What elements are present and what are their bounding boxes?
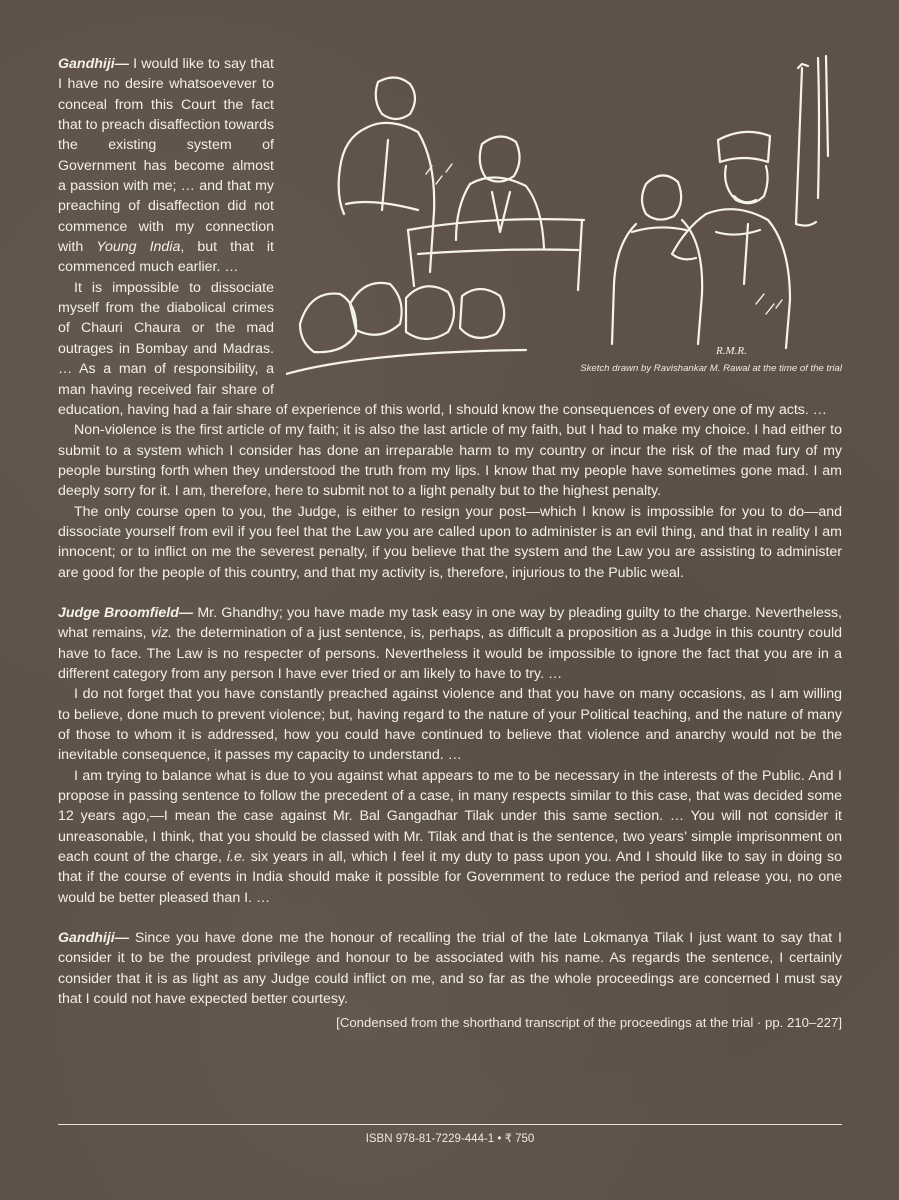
sketch-signature: R.M.R. — [716, 345, 747, 357]
paragraph-text: six years in all, which I feel it my duty to pass upon you. And I should like to say in doing so that if the course of events in India should make it possible for Government to reduce the period and release you, no one would be better pleased than I. … — [58, 849, 842, 906]
speaker-label: Gandhiji— — [58, 56, 129, 72]
paragraph-text: I would like to say that I have no desire whatsoevever to conceal from this Court the fact that to preach disaffection towards the existing system of Government has become almost a passion with me; … and that my preaching of disaffection did not commence with my connection with — [58, 56, 274, 256]
speaker-label: Judge Broomfield— — [58, 604, 194, 621]
courtroom-sketch — [286, 54, 842, 378]
italic-term: viz. — [150, 625, 173, 642]
trial-sketch-figure — [286, 54, 842, 378]
isbn-price-footer: ISBN 978-81-7229-444-1 • ₹ 750 — [365, 1133, 535, 1145]
footer-divider — [58, 1124, 842, 1125]
judge-statement-p1 — [58, 603, 842, 684]
document-body — [58, 54, 842, 1030]
italic-title: Young India — [96, 239, 181, 256]
paragraph-text: Since you have done me the honour of recalling the trial of the late Lokmanya Tilak I just want to say that I consider it to be the proudest privilege and honour to be associated with his name. As regards the sentence, I certainly consider that it is as light as any Judge could inflict on me, and so far as the whole proceedings are concerned I must say that I could not have expected better courtesy. — [58, 930, 842, 1008]
italic-term: i.e. — [226, 849, 246, 866]
gandhi-statement-p3: Non-violence is the first article of my faith; it is also the last article of my faith, but I had to make my choice. I had either to submit to a system which I consider has done an irreparable harm to my country or incur the risk of the mad fury of my people bursting forth when they understood the truth from my lips. I know that my people have sometimes gone mad. I am deeply sorry for it. I am, therefore, here to submit not to a light penalty but to the highest penalty. — [58, 422, 842, 500]
source-note: [Condensed from the shorthand transcript of the proceedings at the trial · pp. 210–227] — [336, 1015, 842, 1031]
gandhi-reply-p1 — [58, 928, 842, 1009]
judge-statement-p2: I do not forget that you have constantly preached against violence and that you have on many occasions, as I am willing to believe, done much to prevent violence; but, having regard to the nature of your Political teaching, and the nature of many of those to whom it is addressed, how you could have continued to believe that violence and anarchy would not be the inevitable consequence, it passes my capacity to understand. … — [58, 686, 842, 764]
paragraph-text: I am trying to balance what is due to you against what appears to me to be necessary in the interests of the Public. And I propose in passing sentence to follow the precedent of a case, in many respects similar to this case, that was decided some 12 years ago,—I mean the case against Mr. Bal Gangadhar Tilak under this same section. … You will not consider it unreasonable, I think, that you should be classed with Mr. Tilak and that is the sentence, two years’ simple imprisonment on each count of the charge, — [58, 767, 842, 866]
paragraph-text: , but that it commenced much earlier. … — [58, 239, 274, 276]
paragraph-text: Mr. Ghandhy; you have made my task easy in one way by pleading guilty to the charge. Nevertheless, what remains, — [58, 604, 842, 642]
judge-statement-p3 — [58, 766, 842, 908]
gandhi-statement-p2: It is impossible to dissociate myself from the diabolical crimes of Chauri Chaura or the mad outrages in Bombay and Madras. … As a man of responsibility, a man having received fair share of education, having had a fair share of experience of this world, I should know the consequences of every one of my acts. … — [58, 279, 827, 418]
gandhi-statement-p4: The only course open to you, the Judge, is either to resign your post—which I know is impossible for you to do—and dissociate yourself from evil if you feel that the Law you are called upon to administer is an evil thing, and that in reality I am innocent; or to inflict on me the severest penalty, if you believe that the system and the Law you are assisting to administer are good for the people of this country, and that my activity is, therefore, injurious to the Public weal. — [58, 503, 842, 581]
figure-caption: Sketch drawn by Ravishankar M. Rawal at the time of the trial — [580, 363, 842, 374]
paragraph-text: the determination of a just sentence, is, perhaps, as difficult a proposition as a Judge in this country could have to face. The Law is no respecter of persons. Nevertheless it would be impossible to ignore the fact that you are in a different category from any person I have ever tried or am likely to have to try. … — [58, 625, 842, 682]
speaker-label: Gandhiji— — [58, 930, 129, 947]
